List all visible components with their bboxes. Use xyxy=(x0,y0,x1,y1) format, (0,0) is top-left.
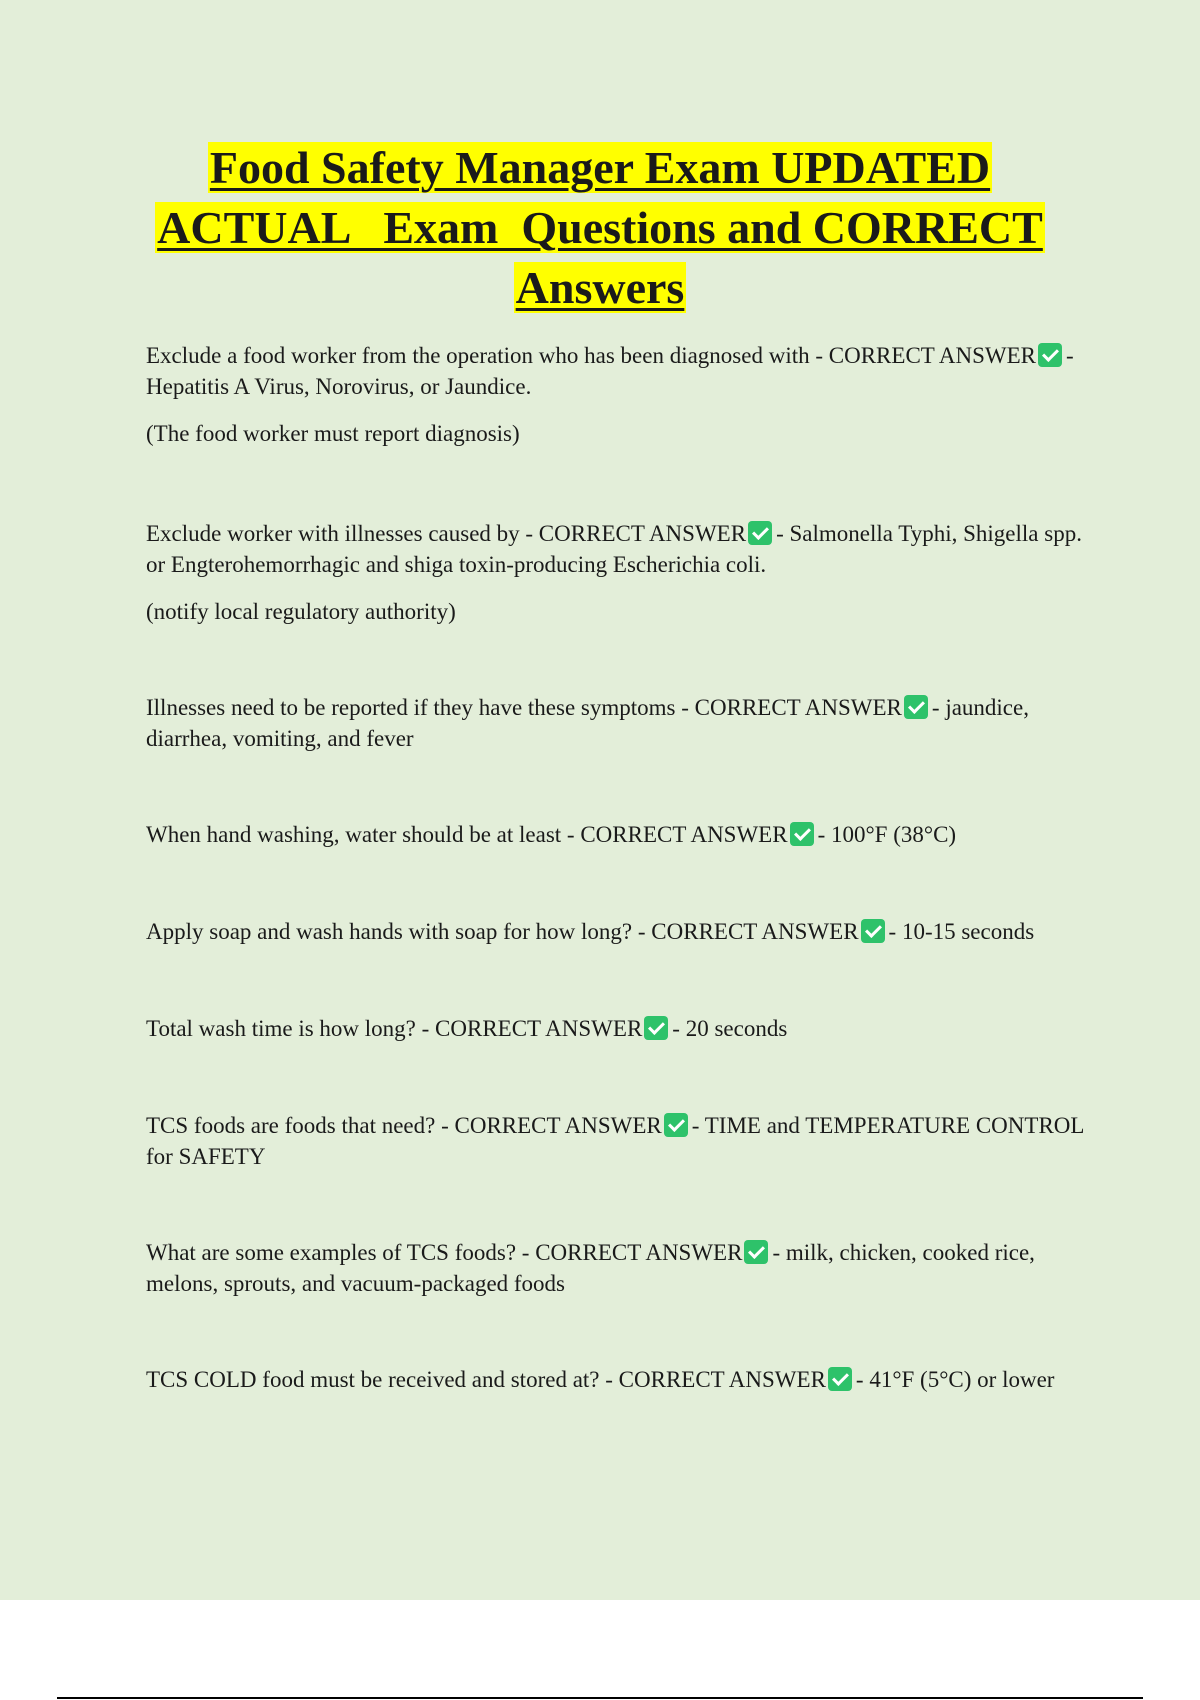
question-text: Apply soap and wash hands with soap for how long? - CORRECT ANSWER xyxy=(146,919,859,944)
answer-text: - milk, chicken, cooked rice, melons, sprouts, and vacuum-packaged foods xyxy=(146,1240,1035,1296)
question-text: Illnesses need to be reported if they have these symptoms - CORRECT ANSWER xyxy=(146,695,902,720)
green-checkmark-icon xyxy=(744,1240,768,1264)
qa-text xyxy=(146,692,1086,754)
qa-item-1 xyxy=(146,340,1086,449)
qa-text xyxy=(146,1364,1086,1395)
answer-text: - 100°F (38°C) xyxy=(817,822,957,847)
qa-text xyxy=(146,916,1086,947)
document-title xyxy=(100,138,1100,318)
qa-text xyxy=(146,1237,1086,1299)
answer-text: - 10-15 seconds xyxy=(888,919,1035,944)
title-line-2: ACTUAL Exam Questions and CORRECT xyxy=(157,202,1043,253)
answer-text: - jaundice, diarrhea, vomiting, and fever xyxy=(146,695,1029,751)
qa-item-9 xyxy=(146,1364,1086,1395)
green-checkmark-icon xyxy=(904,695,928,719)
qa-text xyxy=(146,1110,1086,1172)
qa-item-4 xyxy=(146,819,1086,850)
qa-text xyxy=(146,340,1086,402)
qa-note: (The food worker must report diagnosis) xyxy=(146,421,520,446)
question-text: Total wash time is how long? - CORRECT ANSWER xyxy=(146,1016,643,1041)
qa-text xyxy=(146,518,1086,580)
question-text: Exclude worker with illnesses caused by - CORRECT ANSWER xyxy=(146,521,747,546)
qa-note: (notify local regulatory authority) xyxy=(146,599,456,624)
qa-item-5 xyxy=(146,916,1086,947)
qa-item-8 xyxy=(146,1237,1086,1299)
qa-text xyxy=(146,819,1086,850)
answer-text: - 20 seconds xyxy=(672,1016,788,1041)
answer-text: - 41°F (5°C) or lower xyxy=(855,1367,1055,1392)
qa-text xyxy=(146,1013,1086,1044)
question-text: TCS COLD food must be received and stored at? - CORRECT ANSWER xyxy=(146,1367,826,1392)
green-checkmark-icon xyxy=(644,1016,668,1040)
question-text: When hand washing, water should be at least - CORRECT ANSWER xyxy=(146,822,788,847)
answer-text: - Hepatitis A Virus, Norovirus, or Jaundice. xyxy=(146,343,1074,399)
title-line-1: Food Safety Manager Exam UPDATED xyxy=(209,142,991,193)
green-checkmark-icon xyxy=(748,521,772,545)
qa-item-2 xyxy=(146,518,1086,627)
green-checkmark-icon xyxy=(1038,343,1062,367)
green-checkmark-icon xyxy=(664,1113,688,1137)
title-line-3: Answers xyxy=(515,262,685,313)
qa-item-6 xyxy=(146,1013,1086,1044)
green-checkmark-icon xyxy=(790,822,814,846)
answer-text: - Salmonella Typhi, Shigella spp. or Engterohemorrhagic and shiga toxin-producing Escherichia coli. xyxy=(146,521,1082,577)
question-text: What are some examples of TCS foods? - CORRECT ANSWER xyxy=(146,1240,743,1265)
answer-text: - TIME and TEMPERATURE CONTROL for SAFETY xyxy=(146,1113,1084,1169)
green-checkmark-icon xyxy=(828,1367,852,1391)
qa-item-3 xyxy=(146,692,1086,754)
question-text: Exclude a food worker from the operation who has been diagnosed with - CORRECT ANSWER xyxy=(146,343,1037,368)
page-divider xyxy=(57,1697,1143,1699)
green-checkmark-icon xyxy=(861,919,885,943)
qa-item-7 xyxy=(146,1110,1086,1172)
question-text: TCS foods are foods that need? - CORRECT ANSWER xyxy=(146,1113,662,1138)
